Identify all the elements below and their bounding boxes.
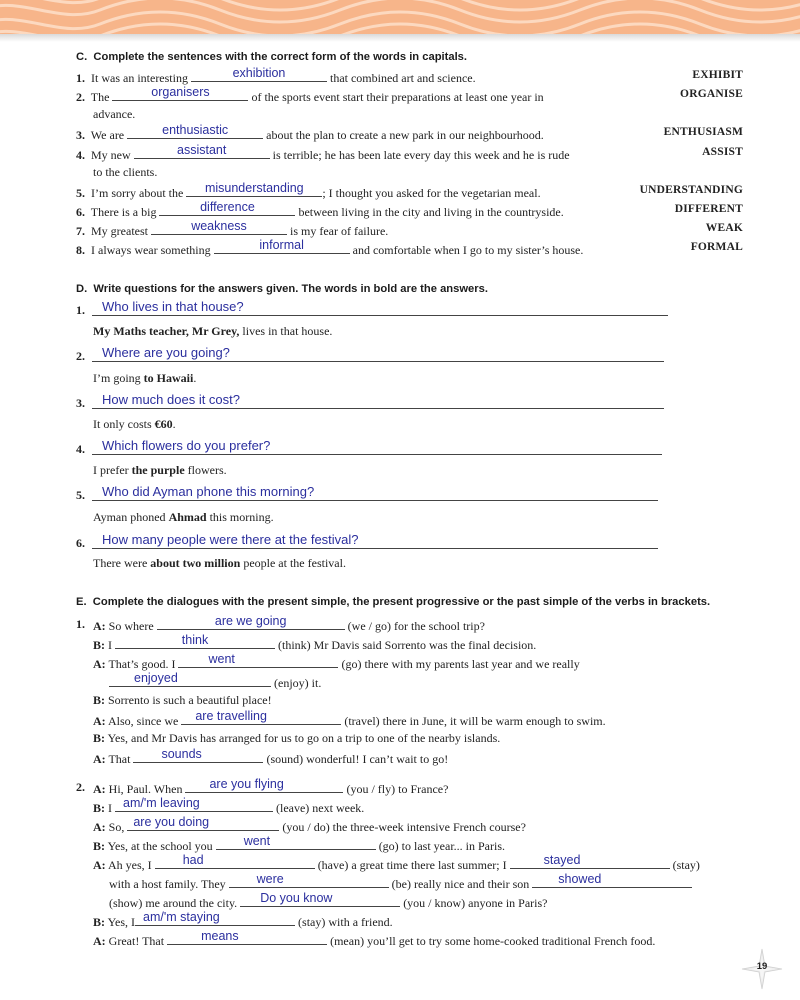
- text: (stay) with a friend.: [298, 915, 393, 929]
- answer-blank[interactable]: [185, 777, 343, 793]
- dialogue-line: [93, 910, 393, 930]
- speaker: A:: [93, 858, 106, 872]
- section-c-title: C. Complete the sentences with the correct form of the words in capitals.: [76, 51, 468, 63]
- given-answer: [93, 510, 274, 525]
- dialogue-line: [93, 731, 500, 746]
- answer-blank[interactable]: [214, 238, 350, 254]
- answer: are you doing: [133, 815, 210, 829]
- answer: think: [181, 633, 209, 647]
- text: is terrible; he has been late every day this week and he is rude: [272, 148, 570, 162]
- question-line[interactable]: [92, 532, 658, 549]
- answer: weakness: [191, 219, 247, 233]
- dialogue-line: [109, 671, 322, 691]
- answer: went: [208, 652, 235, 666]
- text: (leave) next week.: [276, 801, 365, 815]
- answer: exhibition: [232, 66, 286, 80]
- speaker: B:: [93, 638, 105, 652]
- text: (we / go) for the school trip?: [347, 619, 485, 633]
- answer: am/'m staying: [143, 910, 220, 924]
- text: lives in that house.: [239, 324, 333, 338]
- answer-blank[interactable]: [186, 181, 322, 197]
- speaker: A:: [93, 714, 106, 728]
- item-number: 2.: [76, 90, 85, 104]
- c-item-6: [76, 200, 564, 220]
- answer: went: [243, 834, 271, 848]
- text: flowers.: [184, 463, 227, 477]
- text: There is a big: [90, 205, 157, 219]
- answer-blank[interactable]: [115, 796, 273, 812]
- answer: Who did Ayman phone this morning?: [102, 484, 315, 499]
- answer: difference: [200, 200, 255, 214]
- text: people at the festival.: [240, 556, 346, 570]
- answer-blank[interactable]: [112, 85, 248, 101]
- text: of the sports event start their preparations at least one year in: [251, 90, 544, 104]
- answer: are travelling: [195, 709, 267, 723]
- text: I’m sorry about the: [91, 186, 184, 200]
- keyword: ENTHUSIASM: [663, 126, 743, 138]
- c-item-3: [76, 123, 544, 143]
- text: Great! That: [108, 934, 165, 948]
- answer: How much does it cost?: [102, 392, 241, 407]
- keyword: WEAK: [705, 222, 743, 234]
- c-item-5: [76, 181, 541, 201]
- text: Hi, Paul. When: [108, 782, 183, 796]
- item-number: 5.: [76, 186, 85, 200]
- text: Yes, and Mr Davis has arranged for us to go on a trip to one of the nearby islands.: [107, 731, 501, 745]
- text: this morning.: [206, 510, 274, 524]
- header-banner: [0, 0, 800, 34]
- answer: Where are you going?: [102, 345, 230, 360]
- text: We are: [90, 128, 125, 142]
- dialogue-line: [109, 872, 692, 892]
- question-line[interactable]: [92, 438, 662, 455]
- text: So where: [108, 619, 154, 633]
- answer-blank[interactable]: [191, 66, 327, 82]
- given-answer: [93, 463, 227, 478]
- text: (sound) wonderful! I can’t wait to go!: [266, 752, 449, 766]
- answer: were: [256, 872, 284, 886]
- text: I always wear something: [91, 243, 211, 257]
- keyword: ASSIST: [702, 146, 743, 158]
- item-number: 7.: [76, 224, 85, 238]
- speaker: A:: [93, 657, 106, 671]
- text: My new: [91, 148, 131, 162]
- bold-answer: My Maths teacher, Mr Grey,: [93, 324, 240, 338]
- dialogue-line: [93, 709, 606, 729]
- banner-shadow: [0, 34, 800, 42]
- bold-answer: Ahmad: [168, 510, 207, 524]
- text: Yes, I: [107, 915, 136, 929]
- text: (you / do) the three-week intensive French course?: [282, 820, 526, 834]
- item-number: 4.: [76, 148, 85, 162]
- c-item-4: [76, 143, 570, 163]
- answer-blank[interactable]: [115, 633, 275, 649]
- speaker: A:: [93, 619, 106, 633]
- dialogue-line: [93, 853, 700, 873]
- answer-blank[interactable]: [157, 614, 345, 630]
- keyword: FORMAL: [690, 241, 743, 253]
- text: is my fear of failure.: [289, 224, 389, 238]
- answer-blank[interactable]: [216, 834, 376, 850]
- text: Yes, at the school you: [107, 839, 213, 853]
- item-number: 6.: [76, 205, 85, 219]
- item-number: 3.: [76, 128, 85, 142]
- dialogue-line: [93, 815, 526, 835]
- text: Ayman phoned: [93, 510, 169, 524]
- text: That’s good. I: [108, 657, 176, 671]
- question-line[interactable]: [92, 392, 664, 409]
- answer-blank[interactable]: [134, 143, 270, 159]
- text: I’m going: [93, 371, 144, 385]
- answer-blank[interactable]: [159, 200, 295, 216]
- answer: are you flying: [209, 777, 284, 791]
- given-answer: [93, 417, 176, 432]
- page-number: 19: [756, 961, 768, 972]
- item-number: 1.: [76, 71, 85, 85]
- dialogue-line: [93, 633, 537, 653]
- dialogue-line: [93, 614, 485, 634]
- section-e-title: E. Complete the dialogues with the present simple, the present progressive or the past simple of the verbs in brackets.: [76, 596, 711, 608]
- item-number: 1.: [76, 617, 85, 631]
- c-item-1: [76, 66, 476, 86]
- answer: Which flowers do you prefer?: [102, 438, 271, 453]
- keyword: ORGANISE: [680, 88, 743, 100]
- text: (think) Mr Davis said Sorrento was the final decision.: [278, 638, 537, 652]
- item-number: 5.: [76, 488, 85, 502]
- page-number-badge: [741, 948, 783, 990]
- keyword: UNDERSTANDING: [639, 184, 743, 196]
- answer: Do you know: [260, 891, 333, 905]
- item-number: 4.: [76, 442, 85, 456]
- answer: assistant: [177, 143, 227, 157]
- speaker: A:: [93, 934, 106, 948]
- text: The: [90, 90, 110, 104]
- c-item-2: [76, 85, 544, 105]
- c-item-7: [76, 219, 389, 239]
- answer: am/'m leaving: [123, 796, 200, 810]
- dialogue-line: [93, 834, 505, 854]
- answer: enjoyed: [134, 671, 178, 685]
- bold-answer: the purple: [131, 463, 185, 477]
- answer-blank[interactable]: [510, 853, 670, 869]
- answer: Who lives in that house?: [102, 299, 244, 314]
- text: (go) there with my parents last year and we really: [341, 657, 580, 671]
- question-line[interactable]: [92, 345, 664, 362]
- dialogue-line: [93, 747, 449, 767]
- speaker: A:: [93, 820, 106, 834]
- answer-blank[interactable]: [135, 910, 295, 926]
- dialogue-line: [109, 891, 548, 911]
- answer-blank[interactable]: [127, 815, 279, 831]
- text: I prefer: [93, 463, 132, 477]
- bold-answer: to Hawaii: [143, 371, 194, 385]
- text: .: [193, 371, 197, 385]
- text: That: [108, 752, 131, 766]
- answer: informal: [259, 238, 304, 252]
- dialogue-line: [93, 777, 449, 797]
- answer-blank[interactable]: [151, 219, 287, 235]
- text: and comfortable when I go to my sister’s house.: [352, 243, 584, 257]
- item-number: 6.: [76, 536, 85, 550]
- bold-answer: about two million: [150, 556, 241, 570]
- item-number: 8.: [76, 243, 85, 257]
- text: with a host family. They: [109, 877, 226, 891]
- question-line[interactable]: [92, 484, 658, 501]
- answer: had: [182, 853, 204, 867]
- answer-blank[interactable]: [181, 709, 341, 725]
- bold-answer: €60: [154, 417, 173, 431]
- answer: means: [201, 929, 239, 943]
- wave-pattern: [0, 0, 800, 34]
- item-number: 3.: [76, 396, 85, 410]
- answer: showed: [558, 872, 602, 886]
- continuation: advance.: [93, 107, 136, 121]
- answer-blank[interactable]: [532, 872, 692, 888]
- text: about the plan to create a new park in our neighbourhood.: [266, 128, 544, 142]
- dialogue-line: [93, 652, 580, 672]
- keyword: EXHIBIT: [692, 69, 743, 81]
- text: that combined art and science.: [329, 71, 476, 85]
- answer: enthusiastic: [162, 123, 229, 137]
- continuation: to the clients.: [93, 165, 158, 179]
- text: (you / know) anyone in Paris?: [403, 896, 548, 910]
- question-line[interactable]: [92, 299, 668, 316]
- dialogue-line: [93, 929, 656, 949]
- text: (have) a great time there last summer; I: [317, 858, 507, 872]
- text: (show) me around the city.: [109, 896, 238, 910]
- section-d-title: D. Write questions for the answers given. The words in bold are the answers.: [76, 283, 488, 295]
- answer-blank[interactable]: [127, 123, 263, 139]
- answer-blank[interactable]: [109, 671, 271, 687]
- c-item-8: [76, 238, 584, 258]
- dialogue-line: [93, 693, 272, 708]
- text: (mean) you’ll get to try some home-cooked traditional French food.: [330, 934, 656, 948]
- text: (travel) there in June, it will be warm enough to swim.: [344, 714, 606, 728]
- answer: How many people were there at the festival?: [102, 532, 359, 547]
- text: (you / fly) to France?: [346, 782, 449, 796]
- speaker: B:: [93, 731, 105, 745]
- text: (be) really nice and their son: [391, 877, 530, 891]
- speaker: B:: [93, 915, 105, 929]
- item-number: 2.: [76, 349, 85, 363]
- answer: are we going: [214, 614, 287, 628]
- answer-blank[interactable]: [133, 747, 263, 763]
- text: Ah yes, I: [108, 858, 152, 872]
- keyword: DIFFERENT: [674, 203, 743, 215]
- given-answer: [93, 371, 196, 386]
- text: So,: [108, 820, 125, 834]
- given-answer: [93, 324, 332, 339]
- answer: organisers: [151, 85, 210, 99]
- answer: misunderstanding: [204, 181, 304, 195]
- speaker: A:: [93, 782, 106, 796]
- answer: sounds: [161, 747, 202, 761]
- text: (go) to last year... in Paris.: [378, 839, 505, 853]
- answer-blank[interactable]: [155, 853, 315, 869]
- speaker: B:: [93, 839, 105, 853]
- answer: stayed: [543, 853, 581, 867]
- text: I: [108, 638, 112, 652]
- given-answer: [93, 556, 346, 571]
- text: I: [108, 801, 112, 815]
- text: (enjoy) it.: [274, 676, 322, 690]
- text: It only costs: [93, 417, 155, 431]
- text: between living in the city and living in the countryside.: [298, 205, 564, 219]
- item-number: 2.: [76, 780, 85, 794]
- text: (stay): [672, 858, 700, 872]
- text: My greatest: [91, 224, 148, 238]
- answer-blank[interactable]: [167, 929, 327, 945]
- answer-blank[interactable]: [240, 891, 400, 907]
- text: There were: [93, 556, 151, 570]
- answer-blank[interactable]: [178, 652, 338, 668]
- text: .: [172, 417, 176, 431]
- dialogue-line: [93, 796, 365, 816]
- speaker: B:: [93, 693, 105, 707]
- speaker: A:: [93, 752, 106, 766]
- answer-blank[interactable]: [229, 872, 389, 888]
- text: Sorrento is such a beautiful place!: [108, 693, 272, 707]
- item-number: 1.: [76, 303, 85, 317]
- text: ; I thought you asked for the vegetarian meal.: [322, 186, 541, 200]
- text: Also, since we: [108, 714, 179, 728]
- text: It was an interesting: [91, 71, 188, 85]
- speaker: B:: [93, 801, 105, 815]
